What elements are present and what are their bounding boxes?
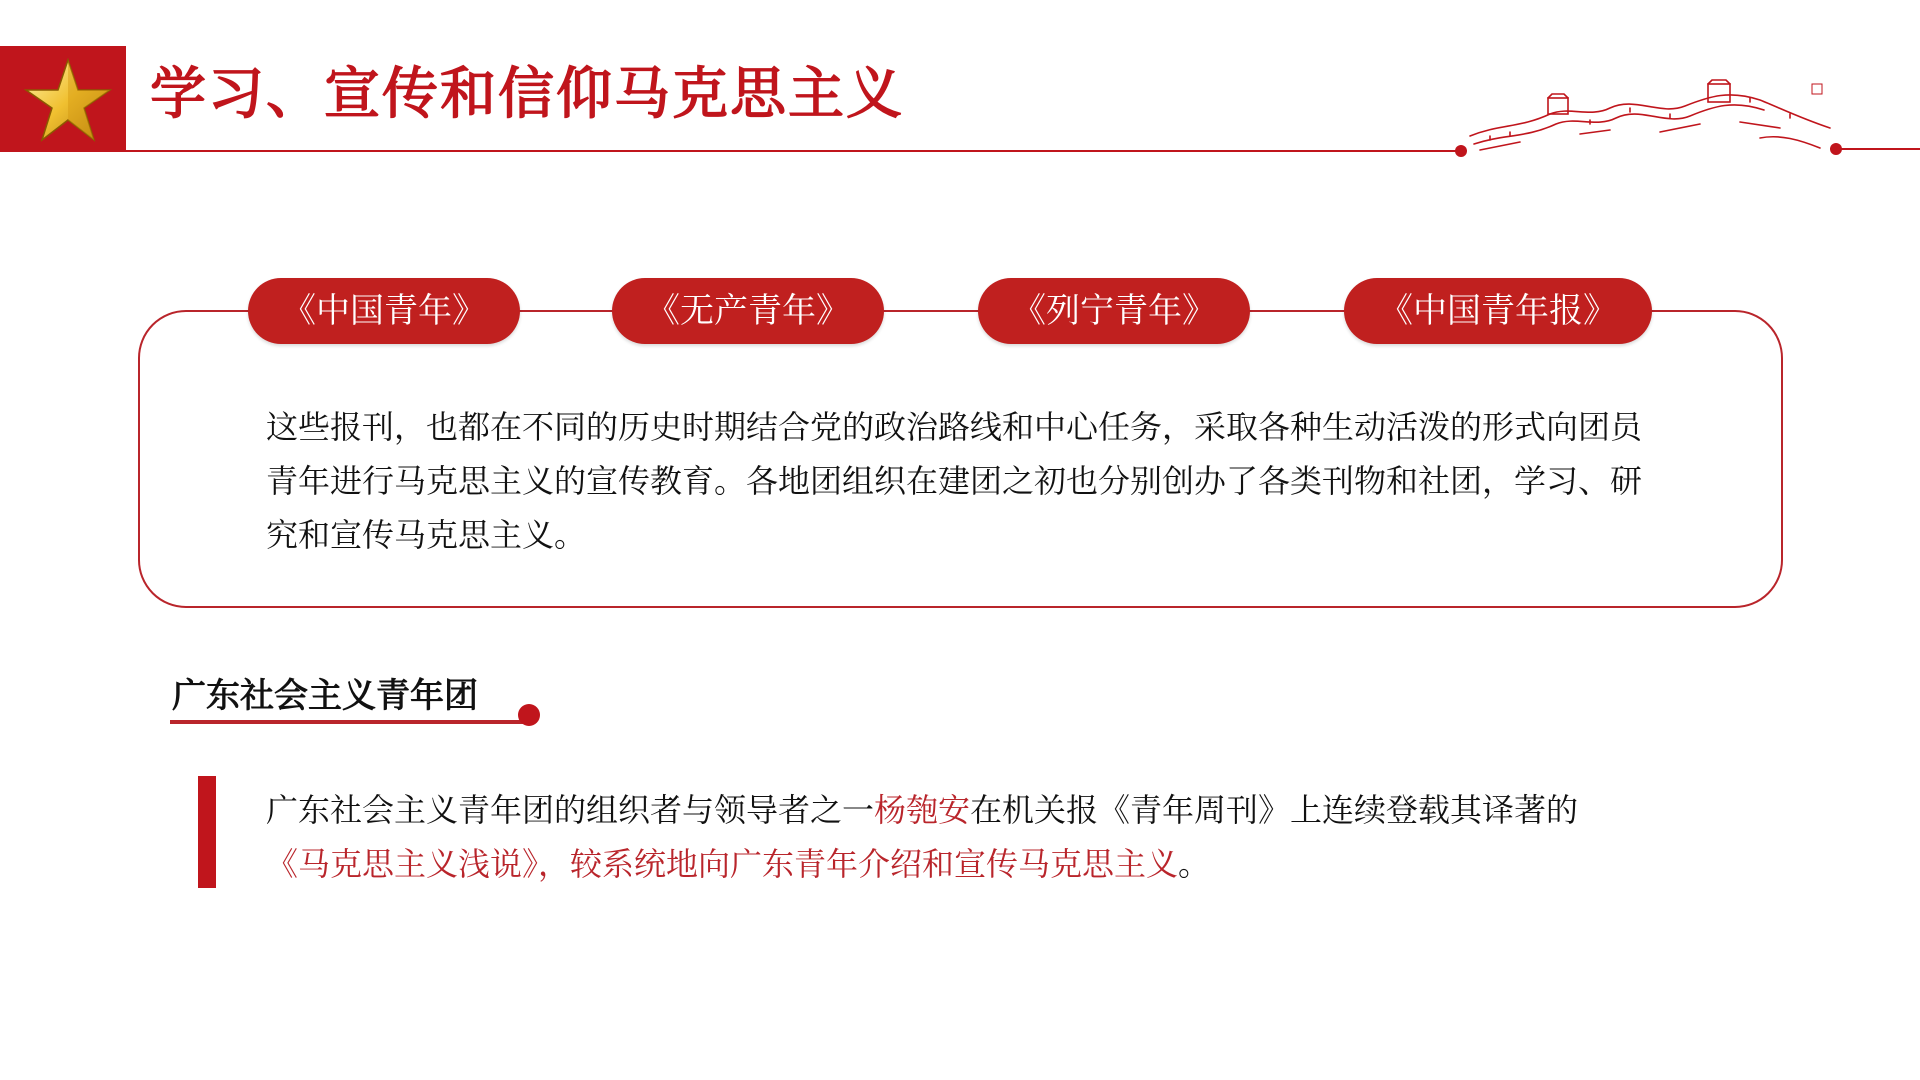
section-underline	[170, 720, 526, 724]
highlight-name: 杨匏安	[874, 791, 971, 829]
publication-pill-liening-qingnian: 《列宁青年》	[978, 278, 1250, 344]
frame-paragraph: 这些报刊，也都在不同的历史时期结合党的政治路线和中心任务，采取各种生动活泼的形式向团员青年进行马克思主义的宣传教育。各地团组织在建团之初也分别创办了各类刊物和社团，学习、研究和宣传马克思主义。	[266, 408, 1643, 554]
star-icon	[0, 46, 126, 152]
page-title: 学习、宣传和信仰马克思主义	[150, 61, 904, 127]
paragraph-text-end: 。	[1178, 845, 1211, 883]
section-dot	[518, 704, 540, 726]
paragraph-text-part1: 广东社会主义青年团的组织者与领导者之一	[266, 791, 875, 829]
paragraph-text-part2: 在机关报《青年周刊》上连续登载其译著的	[970, 791, 1579, 829]
quote-bar	[198, 776, 216, 888]
great-wall-icon	[1460, 78, 1840, 158]
publication-pill-zhongguo-qingnian: 《中国青年》	[248, 278, 520, 344]
publication-pill-zhongguo-qingnianbao: 《中国青年报》	[1344, 278, 1652, 344]
highlight-book: 《马克思主义浅说》，较系统地向广东青年介绍和宣传马克思主义	[266, 845, 1179, 883]
section-title: 广东社会主义青年团	[172, 676, 478, 716]
publication-pill-wuchan-qingnian: 《无产青年》	[612, 278, 884, 344]
section-paragraph	[266, 783, 1766, 891]
header-rule	[126, 150, 1460, 152]
header-red-block	[0, 46, 126, 152]
header-rule-right	[1834, 148, 1920, 150]
